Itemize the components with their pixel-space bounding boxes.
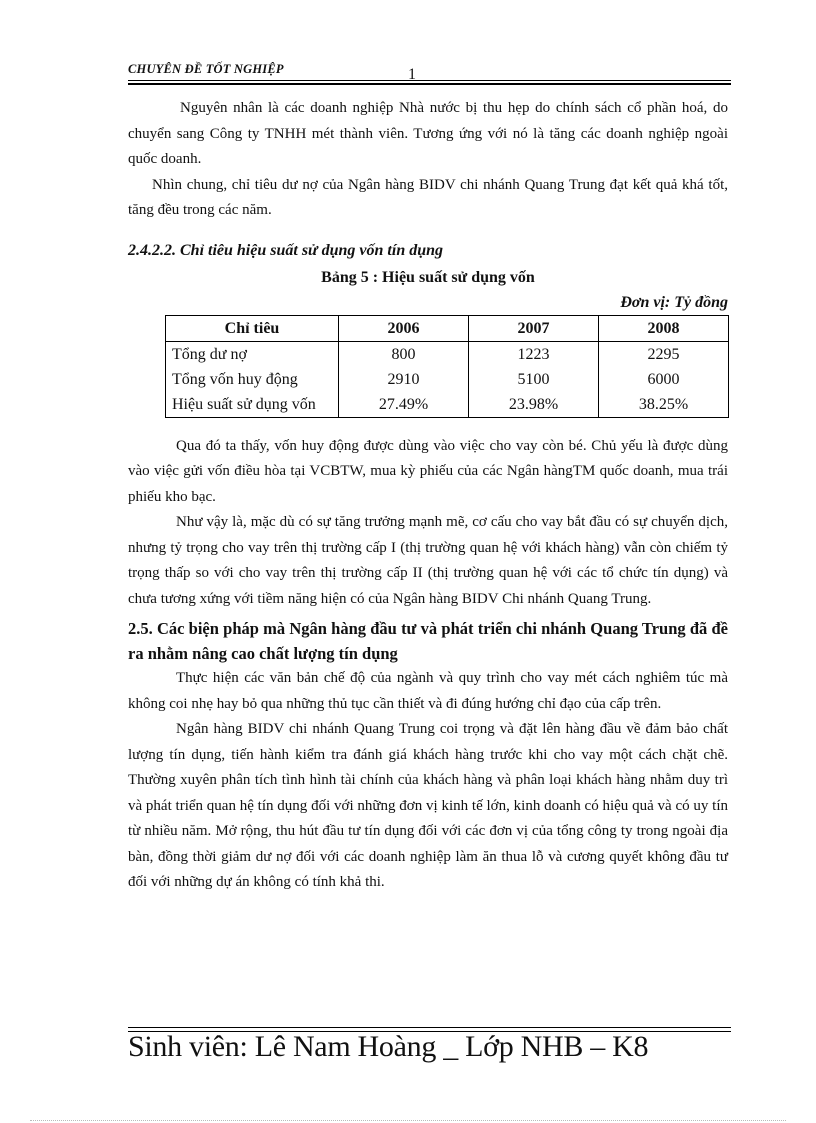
header-rule-thick — [128, 83, 731, 85]
paragraph-1: Nguyên nhân là các doanh nghiệp Nhà nước bị thu hẹp do chính sách cổ phần hoá, do chuyển sang Công ty TNHH mét thành viên. Tương ứng với nó là tăng các doanh nghiệp ngoài quốc doanh. — [128, 100, 728, 167]
table-row — [166, 341, 729, 367]
paragraph-3: Qua đó ta thấy, vốn huy động được dùng vào việc cho vay còn bé. Chủ yếu là được dùng vào việc gửi vốn điều hòa tại VCBTW, mua kỳ phiếu của các Ngân hàngTM quốc doanh, mua trái phiếu kho bạc. — [128, 437, 728, 505]
table-unit: Đơn vị: Tỷ đồng — [620, 293, 728, 311]
section-heading-2-4-2-2: 2.4.2.2. Chỉ tiêu hiệu suất sử dụng vốn tín dụng — [128, 241, 444, 259]
table-header-cell: Chỉ tiêu — [166, 315, 339, 341]
table-cell: 27.49% — [339, 392, 469, 418]
table-header-row — [166, 315, 729, 341]
table-cell: 5100 — [469, 367, 599, 392]
data-table — [165, 315, 729, 418]
table-header-cell: 2006 — [339, 315, 469, 341]
section-heading-2-5: 2.5. Các biện pháp mà Ngân hàng đầu tư và phát triển chi nhánh Quang Trung đã đề ra nhằm nâng cao chất lượng tín dụng — [128, 619, 728, 663]
table-cell: Tổng vốn huy động — [166, 367, 339, 392]
page-edge-dotted-line — [30, 1120, 786, 1121]
paragraph-2: Nhìn chung, chỉ tiêu dư nợ của Ngân hàng BIDV chi nhánh Quang Trung đạt kết quả khá tốt, tăng đều trong các năm. — [128, 176, 728, 218]
table-row — [166, 392, 729, 418]
document-body — [128, 96, 728, 896]
table-cell: 38.25% — [599, 392, 729, 418]
table-header-cell: 2008 — [599, 315, 729, 341]
table-row — [166, 367, 729, 392]
footer-student-info: Sinh viên: Lê Nam Hoàng _ Lớp NHB – K8 — [128, 1030, 649, 1063]
table-cell: 800 — [339, 341, 469, 367]
table-cell: Hiệu suất sử dụng vốn — [166, 392, 339, 418]
header-rule — [128, 80, 731, 81]
paragraph-4: Như vậy là, mặc dù có sự tăng trưởng mạnh mẽ, cơ cấu cho vay bắt đầu có sự chuyển dịch, nhưng tỷ trọng cho vay trên thị trường cấp I (thị trường quan hệ với khách hàng) vẫn còn chiếm tỷ trọng thấp so với cho vay trên thị trường cấp II (thị trường quan hệ với các tổ chức tín dụng) và chưa tương xứng với tiềm năng hiện có của Ngân hàng BIDV Chi nhánh Quang Trung. — [128, 514, 728, 607]
table-title: Bảng 5 : Hiệu suất sử dụng vốn — [321, 269, 535, 286]
paragraph-6: Ngân hàng BIDV chi nhánh Quang Trung coi trọng và đặt lên hàng đầu về đảm bảo chất lượng tín dụng, tiến hành kiểm tra đánh giá khách hàng trước khi cho vay một cách chặt chẽ. Thường xuyên phân tích tình hình tài chính của khách hàng và phân loại khách hàng nhằm duy trì và phát triển quan hệ tín dụng đối với những đơn vị kinh tế lớn, kinh doanh có hiệu quả và có uy tín từ nhiều năm. Mở rộng, thu hút đầu tư tín dụng đối với các đơn vị của tổng công ty trong ngoài địa bàn, đồng thời giảm dư nợ đối với các doanh nghiệp làm ăn thua lỗ và cương quyết không đầu tư đối với những dự án không có tính khả thi. — [128, 721, 728, 890]
page-number: 1 — [408, 66, 416, 83]
table-cell: 2910 — [339, 367, 469, 392]
paragraph-5: Thực hiện các văn bản chế độ của ngành và quy trình cho vay mét cách nghiêm túc mà không coi nhẹ hay bỏ qua những thủ tục cần thiết và đi đúng hướng chỉ đạo của cấp trên. — [128, 670, 728, 712]
table-cell: Tổng dư nợ — [166, 341, 339, 367]
table-cell: 1223 — [469, 341, 599, 367]
table-cell: 6000 — [599, 367, 729, 392]
footer-rule — [128, 1027, 731, 1028]
table-header-cell: 2007 — [469, 315, 599, 341]
document-header-title: CHUYÊN ĐỀ TỐT NGHIỆP — [128, 62, 284, 76]
table-cell: 23.98% — [469, 392, 599, 418]
table-cell: 2295 — [599, 341, 729, 367]
